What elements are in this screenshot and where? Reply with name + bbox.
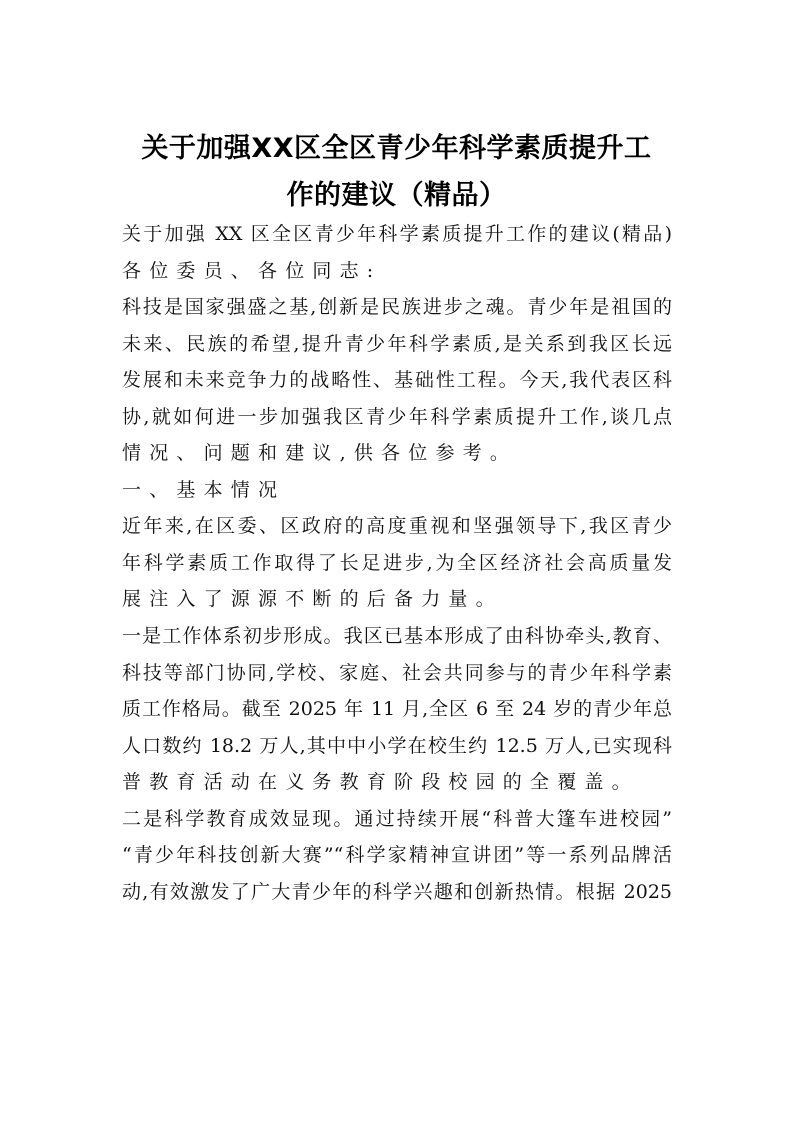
body-text-line: 未来、民族的希望,提升青少年科学素质,是关系到我区长远 xyxy=(122,332,672,355)
document-body xyxy=(122,216,672,910)
document-title-line-2: 作的建议（精品） xyxy=(286,180,507,211)
body-text-line: 动,有效激发了广大青少年的科学兴趣和创新热情。根据 2025 xyxy=(122,880,672,903)
body-text-line: 发展和未来竞争力的战略性、基础性工程。今天,我代表区科 xyxy=(122,369,672,392)
body-text-line: 协,就如何进一步加强我区青少年科学素质提升工作,谈几点 xyxy=(122,405,672,428)
body-text-line: 关于加强 XX 区全区青少年科学素质提升工作的建议(精品) xyxy=(122,223,672,245)
body-text-line: 普教育活动在义务教育阶段校园的全覆盖。 xyxy=(122,771,639,794)
body-text-line: 近年来,在区委、区政府的高度重视和坚强领导下,我区青少 xyxy=(122,515,672,538)
body-text-line: 一、基本情况 xyxy=(122,478,286,501)
body-text-line: 各位委员、各位同志: xyxy=(122,259,382,282)
body-text-line: 年科学素质工作取得了长足进步,为全区经济社会高质量发 xyxy=(122,551,672,574)
body-text-line: 质工作格局。截至 2025 年 11 月,全区 6 至 24 岁的青少年总 xyxy=(122,698,672,721)
body-text-line: 科技等部门协同,学校、家庭、社会共同参与的青少年科学素 xyxy=(122,661,672,684)
body-text-line: 二是科学教育成效显现。通过持续开展“科普大篷车进校园” xyxy=(122,807,672,830)
body-text-line: 情况、问题和建议,供各位参考。 xyxy=(122,442,518,465)
body-text-line: 科技是国家强盛之基,创新是民族进步之魂。青少年是祖国的 xyxy=(122,296,672,319)
body-text-line: 一是工作体系初步形成。我区已基本形成了由科协牵头,教育、 xyxy=(122,625,672,648)
body-text-line: 展注入了源源不断的后备力量。 xyxy=(122,588,503,611)
body-text-line: “青少年科技创新大赛”“科学家精神宣讲团”等一系列品牌活 xyxy=(122,844,672,867)
body-text-line: 人口数约 18.2 万人,其中中小学在校生约 12.5 万人,已实现科 xyxy=(122,734,672,757)
document-title-line-1: 关于加强XX区全区青少年科学素质提升工 xyxy=(141,133,652,164)
